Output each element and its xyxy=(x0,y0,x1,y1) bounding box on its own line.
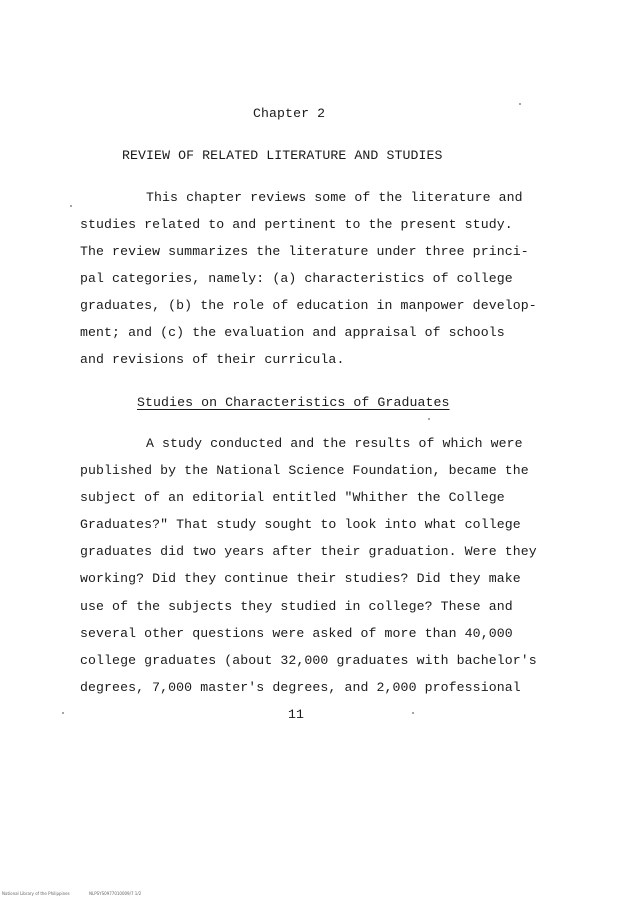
section-line: subject of an editorial entitled "Whither the College xyxy=(80,490,505,505)
intro-line: pal categories, namely: (a) characteristics of college xyxy=(80,271,513,286)
section-line: degrees, 7,000 master's degrees, and 2,000 professional xyxy=(80,680,521,695)
page-number: 11 xyxy=(288,707,305,722)
scan-speck xyxy=(428,418,430,420)
scan-footer xyxy=(2,891,159,896)
intro-line: studies related to and pertinent to the present study. xyxy=(80,217,513,232)
intro-line: graduates, (b) the role of education in manpower develop- xyxy=(80,298,537,313)
intro-line: ment; and (c) the evaluation and appraisal of schools xyxy=(80,325,505,340)
footer-source: National Library of the Philippines xyxy=(2,891,70,896)
section-line: graduates did two years after their graduation. Were they xyxy=(80,544,537,559)
section-heading: Studies on Characteristics of Graduates xyxy=(137,395,450,410)
scan-speck xyxy=(62,712,64,714)
scan-speck xyxy=(519,103,521,105)
intro-line: and revisions of their curricula. xyxy=(80,352,345,367)
scan-speck xyxy=(412,712,414,714)
chapter-label: Chapter 2 xyxy=(253,106,326,121)
section-line: published by the National Science Foundation, became the xyxy=(80,463,529,478)
footer-code: NLPSYS0977010009/7 1/2 xyxy=(89,891,142,896)
intro-line: The review summarizes the literature under three princi- xyxy=(80,244,529,259)
section-line: A study conducted and the results of which were xyxy=(146,436,523,451)
section-line: working? Did they continue their studies? Did they make xyxy=(80,571,521,586)
section-line: college graduates (about 32,000 graduates with bachelor's xyxy=(80,653,537,668)
intro-line: This chapter reviews some of the literature and xyxy=(146,190,523,205)
section-line: Graduates?" That study sought to look into what college xyxy=(80,517,521,532)
section-line: use of the subjects they studied in college? These and xyxy=(80,599,513,614)
chapter-title: REVIEW OF RELATED LITERATURE AND STUDIES xyxy=(122,148,443,163)
section-line: several other questions were asked of more than 40,000 xyxy=(80,626,513,641)
scan-speck xyxy=(70,205,72,207)
